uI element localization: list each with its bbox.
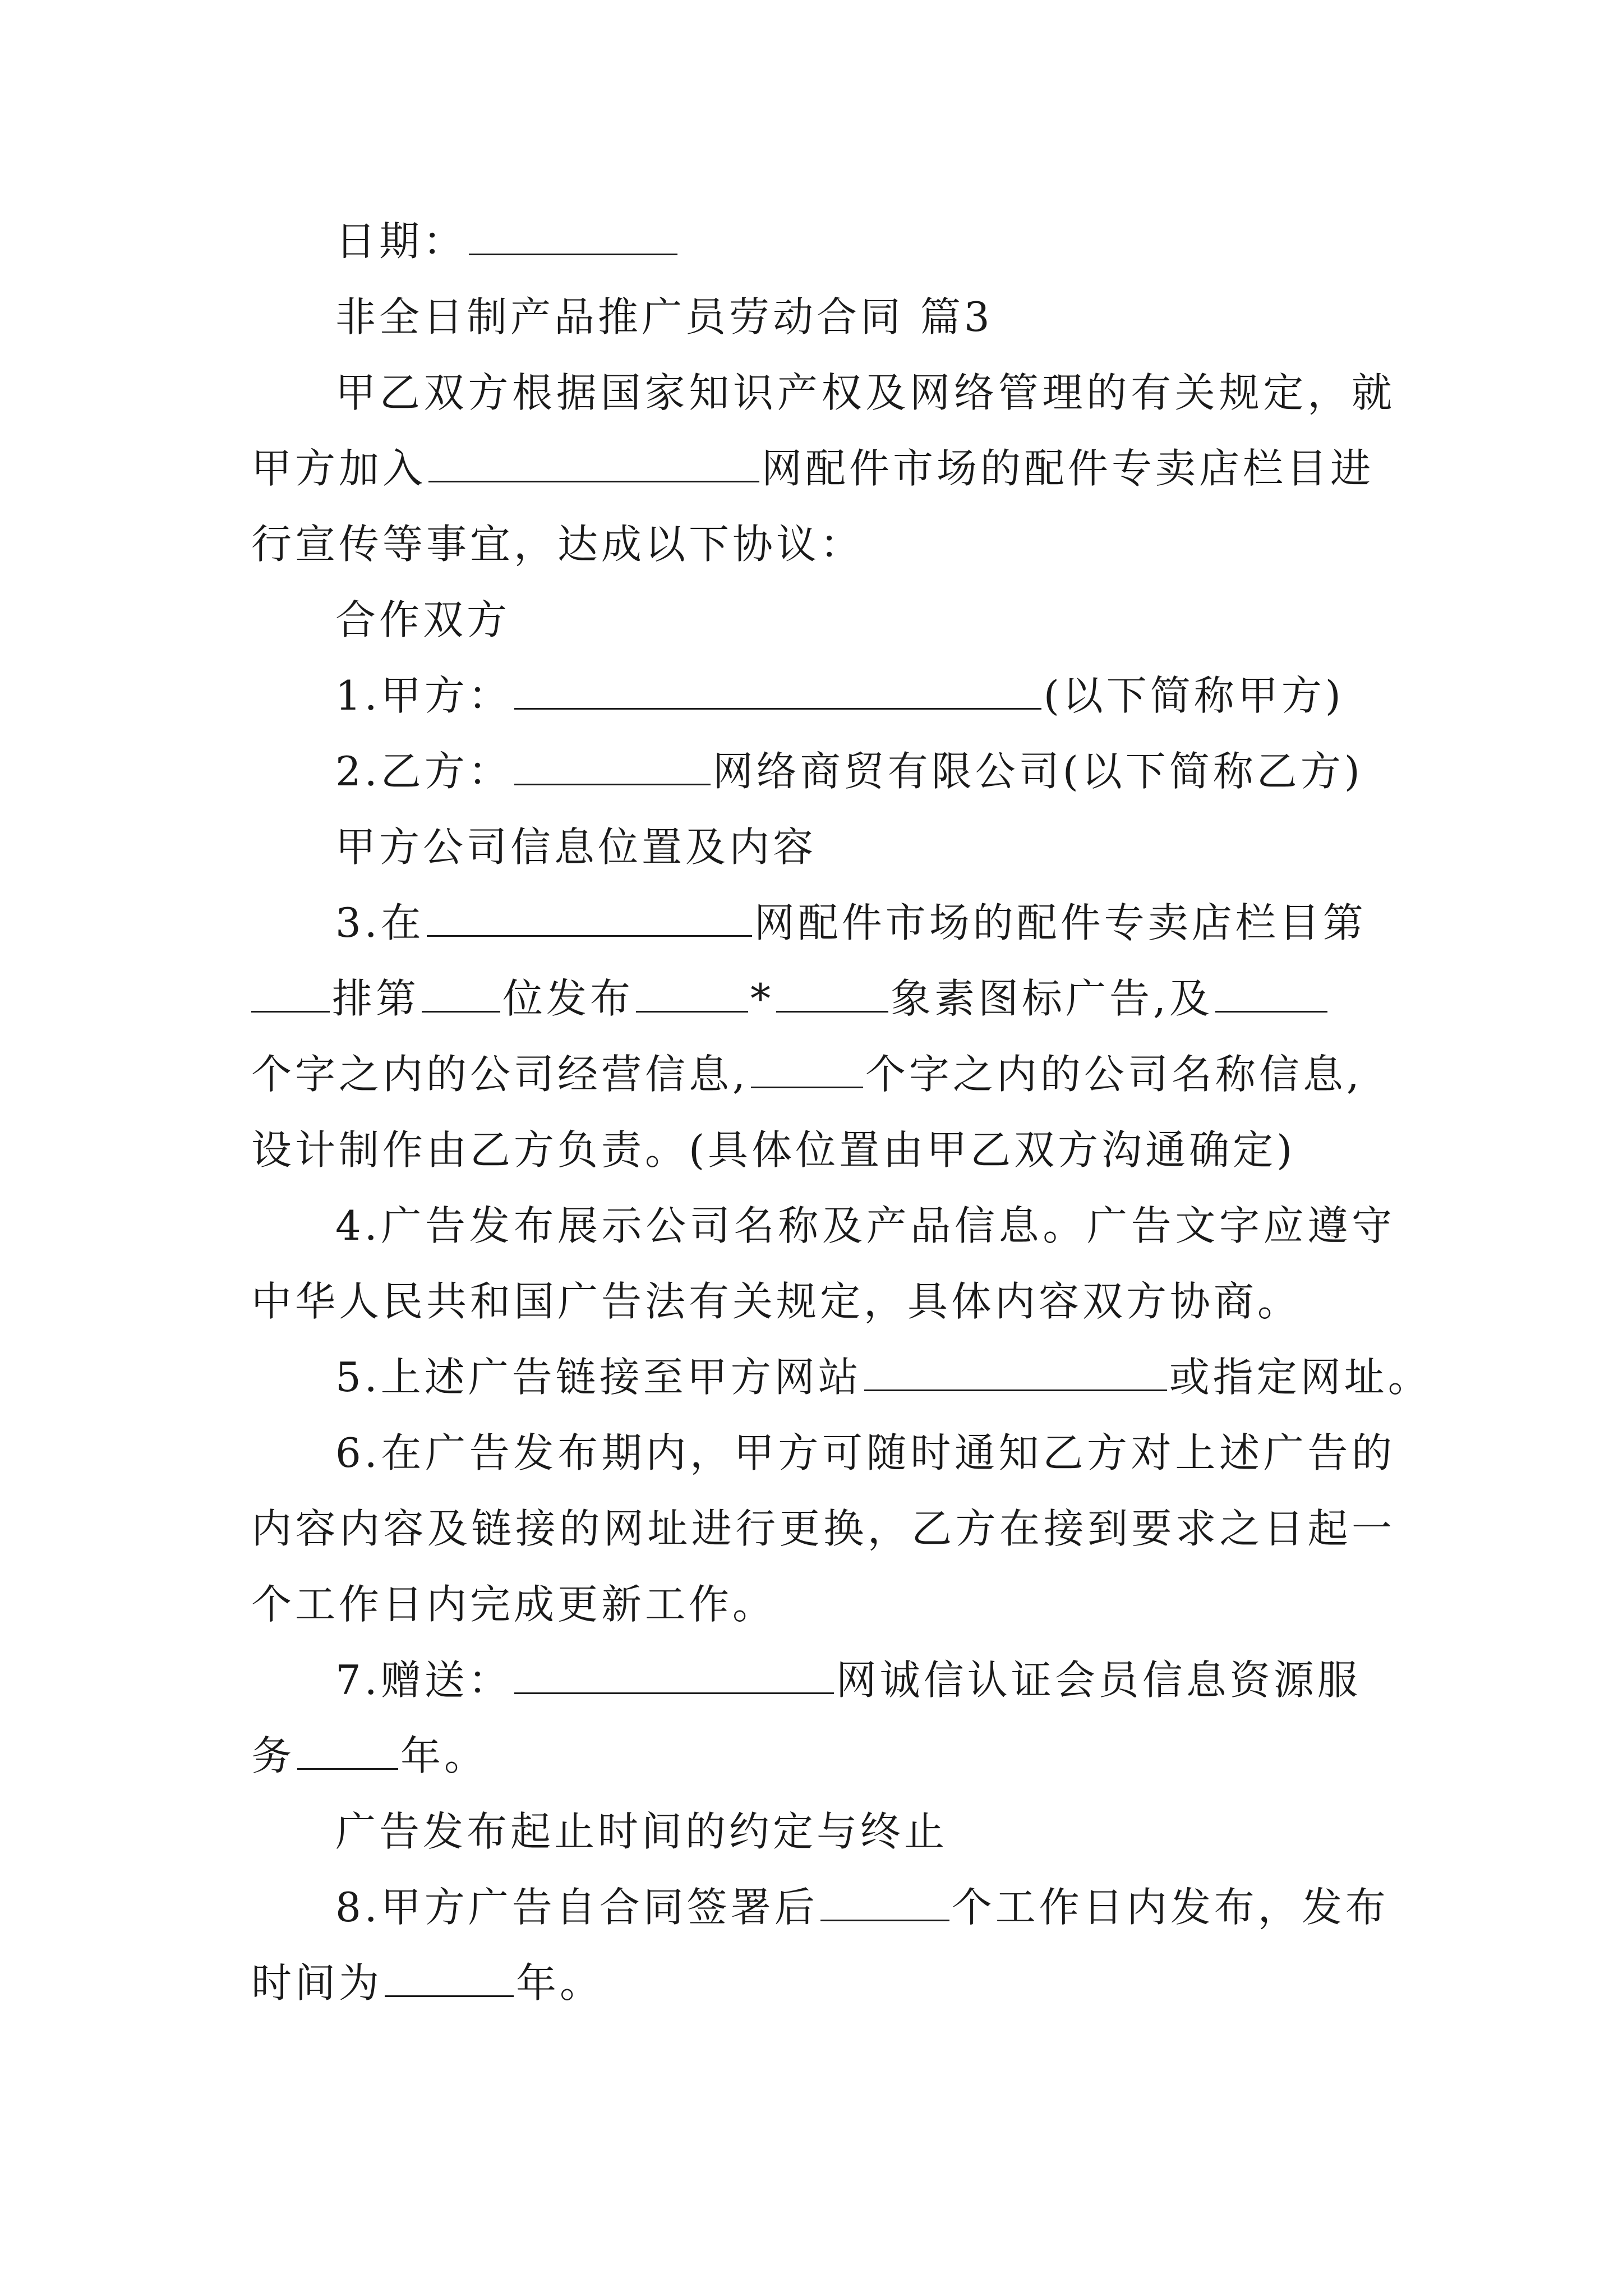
clause-3-line-1 bbox=[335, 892, 1395, 954]
clause-3-end: 网配件市场的配件专卖店栏目第 bbox=[754, 899, 1367, 946]
clause-7-line-1 bbox=[335, 1649, 1395, 1711]
heading-time-text: 广告发布起止时间的约定与终止 bbox=[335, 1808, 948, 1855]
clause-7-line-2-end: 年。 bbox=[400, 1732, 488, 1779]
clause-4-line-2 bbox=[251, 1271, 1395, 1332]
height-blank bbox=[776, 977, 888, 1013]
multiply-sign: * bbox=[750, 975, 774, 1022]
name-info-label: 个字之内的公司名称信息, bbox=[865, 1051, 1363, 1098]
row-blank bbox=[251, 977, 330, 1013]
clause-7-start: 7.赠送： bbox=[335, 1657, 512, 1704]
workdays-blank bbox=[820, 1886, 949, 1921]
clause-8-line-2-end: 年。 bbox=[516, 1959, 604, 2007]
party-b-blank bbox=[514, 750, 711, 785]
clause-4-line-1 bbox=[335, 1195, 1395, 1257]
website-blank bbox=[428, 447, 759, 482]
clause-3-line-4 bbox=[251, 1119, 1395, 1181]
publish-label: 位发布 bbox=[502, 975, 634, 1022]
party-a-suffix: (以下简称甲方) bbox=[1043, 672, 1344, 719]
clause-8-start: 8.甲方广告自合同签署后 bbox=[335, 1884, 818, 1931]
intro-line-2 bbox=[251, 438, 1395, 499]
clause-5-line bbox=[335, 1346, 1432, 1408]
date-line bbox=[335, 210, 1395, 272]
party-b-label: 2.乙方： bbox=[335, 748, 512, 795]
date-label: 日期： bbox=[335, 218, 467, 265]
clause-6-line-3 bbox=[251, 1573, 1395, 1635]
clause-4-line-1-text: 4.广告发布展示公司名称及产品信息。广告文字应遵守 bbox=[335, 1202, 1395, 1249]
clause-3-start: 3.在 bbox=[335, 899, 425, 946]
clause-3-line-2 bbox=[251, 968, 1395, 1029]
clause-8-line-2-start: 时间为 bbox=[251, 1959, 383, 2007]
width-blank bbox=[636, 977, 748, 1013]
party-a-blank bbox=[514, 674, 1041, 710]
clause-3-line-3 bbox=[251, 1043, 1395, 1105]
heading-time bbox=[335, 1801, 1395, 1862]
gift-website-blank bbox=[514, 1659, 834, 1694]
date-blank bbox=[469, 220, 677, 255]
row-label: 排第 bbox=[332, 975, 420, 1022]
clause-6-line-1 bbox=[335, 1422, 1395, 1484]
link-website-blank bbox=[864, 1356, 1167, 1391]
party-b-line bbox=[335, 740, 1395, 802]
position-blank bbox=[422, 977, 500, 1013]
clause-3-website-blank bbox=[427, 901, 752, 937]
clause-6-line-3-text: 个工作日内完成更新工作。 bbox=[251, 1581, 777, 1628]
publish-years-blank bbox=[385, 1962, 514, 1997]
intro-line-2-end: 网配件市场的配件专卖店栏目进 bbox=[762, 445, 1375, 492]
clause-5-start: 5.上述广告链接至甲方网站 bbox=[335, 1354, 862, 1401]
clause-8-end: 个工作日内发布，发布 bbox=[951, 1884, 1389, 1931]
pixel-icon-label: 象素图标广告,及 bbox=[891, 975, 1213, 1022]
clause-8-line-1 bbox=[335, 1876, 1395, 1938]
clause-6-line-1-text: 6.在广告发布期内，甲方可随时通知乙方对上述广告的 bbox=[335, 1429, 1395, 1476]
heading-info-text: 甲方公司信息位置及内容 bbox=[335, 823, 817, 871]
clause-7-line-2-start: 务 bbox=[251, 1732, 296, 1779]
intro-line-1-text: 甲乙双方根据国家知识产权及网络管理的有关规定，就 bbox=[335, 369, 1395, 416]
section-title-text: 非全日制产品推广员劳动合同 篇3 bbox=[335, 293, 993, 341]
intro-line-3-text: 行宣传等事宜，达成以下协议： bbox=[251, 521, 864, 568]
clause-7-line-2 bbox=[251, 1725, 1395, 1787]
party-a-line bbox=[335, 665, 1395, 726]
intro-line-3 bbox=[251, 513, 1395, 575]
business-info-label: 个字之内的公司经营信息, bbox=[251, 1051, 749, 1098]
intro-line-1 bbox=[335, 362, 1395, 424]
heading-parties-text: 合作双方 bbox=[335, 596, 511, 643]
clause-6-line-2-text: 内容内容及链接的网址进行更换，乙方在接到要求之日起一 bbox=[251, 1505, 1395, 1552]
clause-7-end: 网诚信认证会员信息资源服 bbox=[836, 1657, 1361, 1704]
section-title bbox=[335, 286, 1395, 348]
clause-6-line-2 bbox=[251, 1498, 1395, 1559]
clause-8-line-2 bbox=[251, 1952, 1395, 2014]
heading-info bbox=[335, 816, 1395, 878]
clause-4-line-2-text: 中华人民共和国广告法有关规定，具体内容双方协商。 bbox=[251, 1278, 1302, 1325]
char-count-blank bbox=[1215, 977, 1327, 1013]
name-count-blank bbox=[751, 1053, 863, 1088]
clause-3-line-4-text: 设计制作由乙方负责。(具体位置由甲乙双方沟通确定) bbox=[251, 1126, 1296, 1174]
gift-years-blank bbox=[297, 1734, 398, 1770]
clause-5-end: 或指定网址。 bbox=[1169, 1354, 1432, 1401]
heading-parties bbox=[335, 589, 1395, 651]
party-b-suffix: 网络商贸有限公司(以下简称乙方) bbox=[712, 748, 1363, 795]
party-a-label: 1.甲方： bbox=[335, 672, 512, 719]
intro-line-2-start: 甲方加入 bbox=[251, 445, 427, 492]
